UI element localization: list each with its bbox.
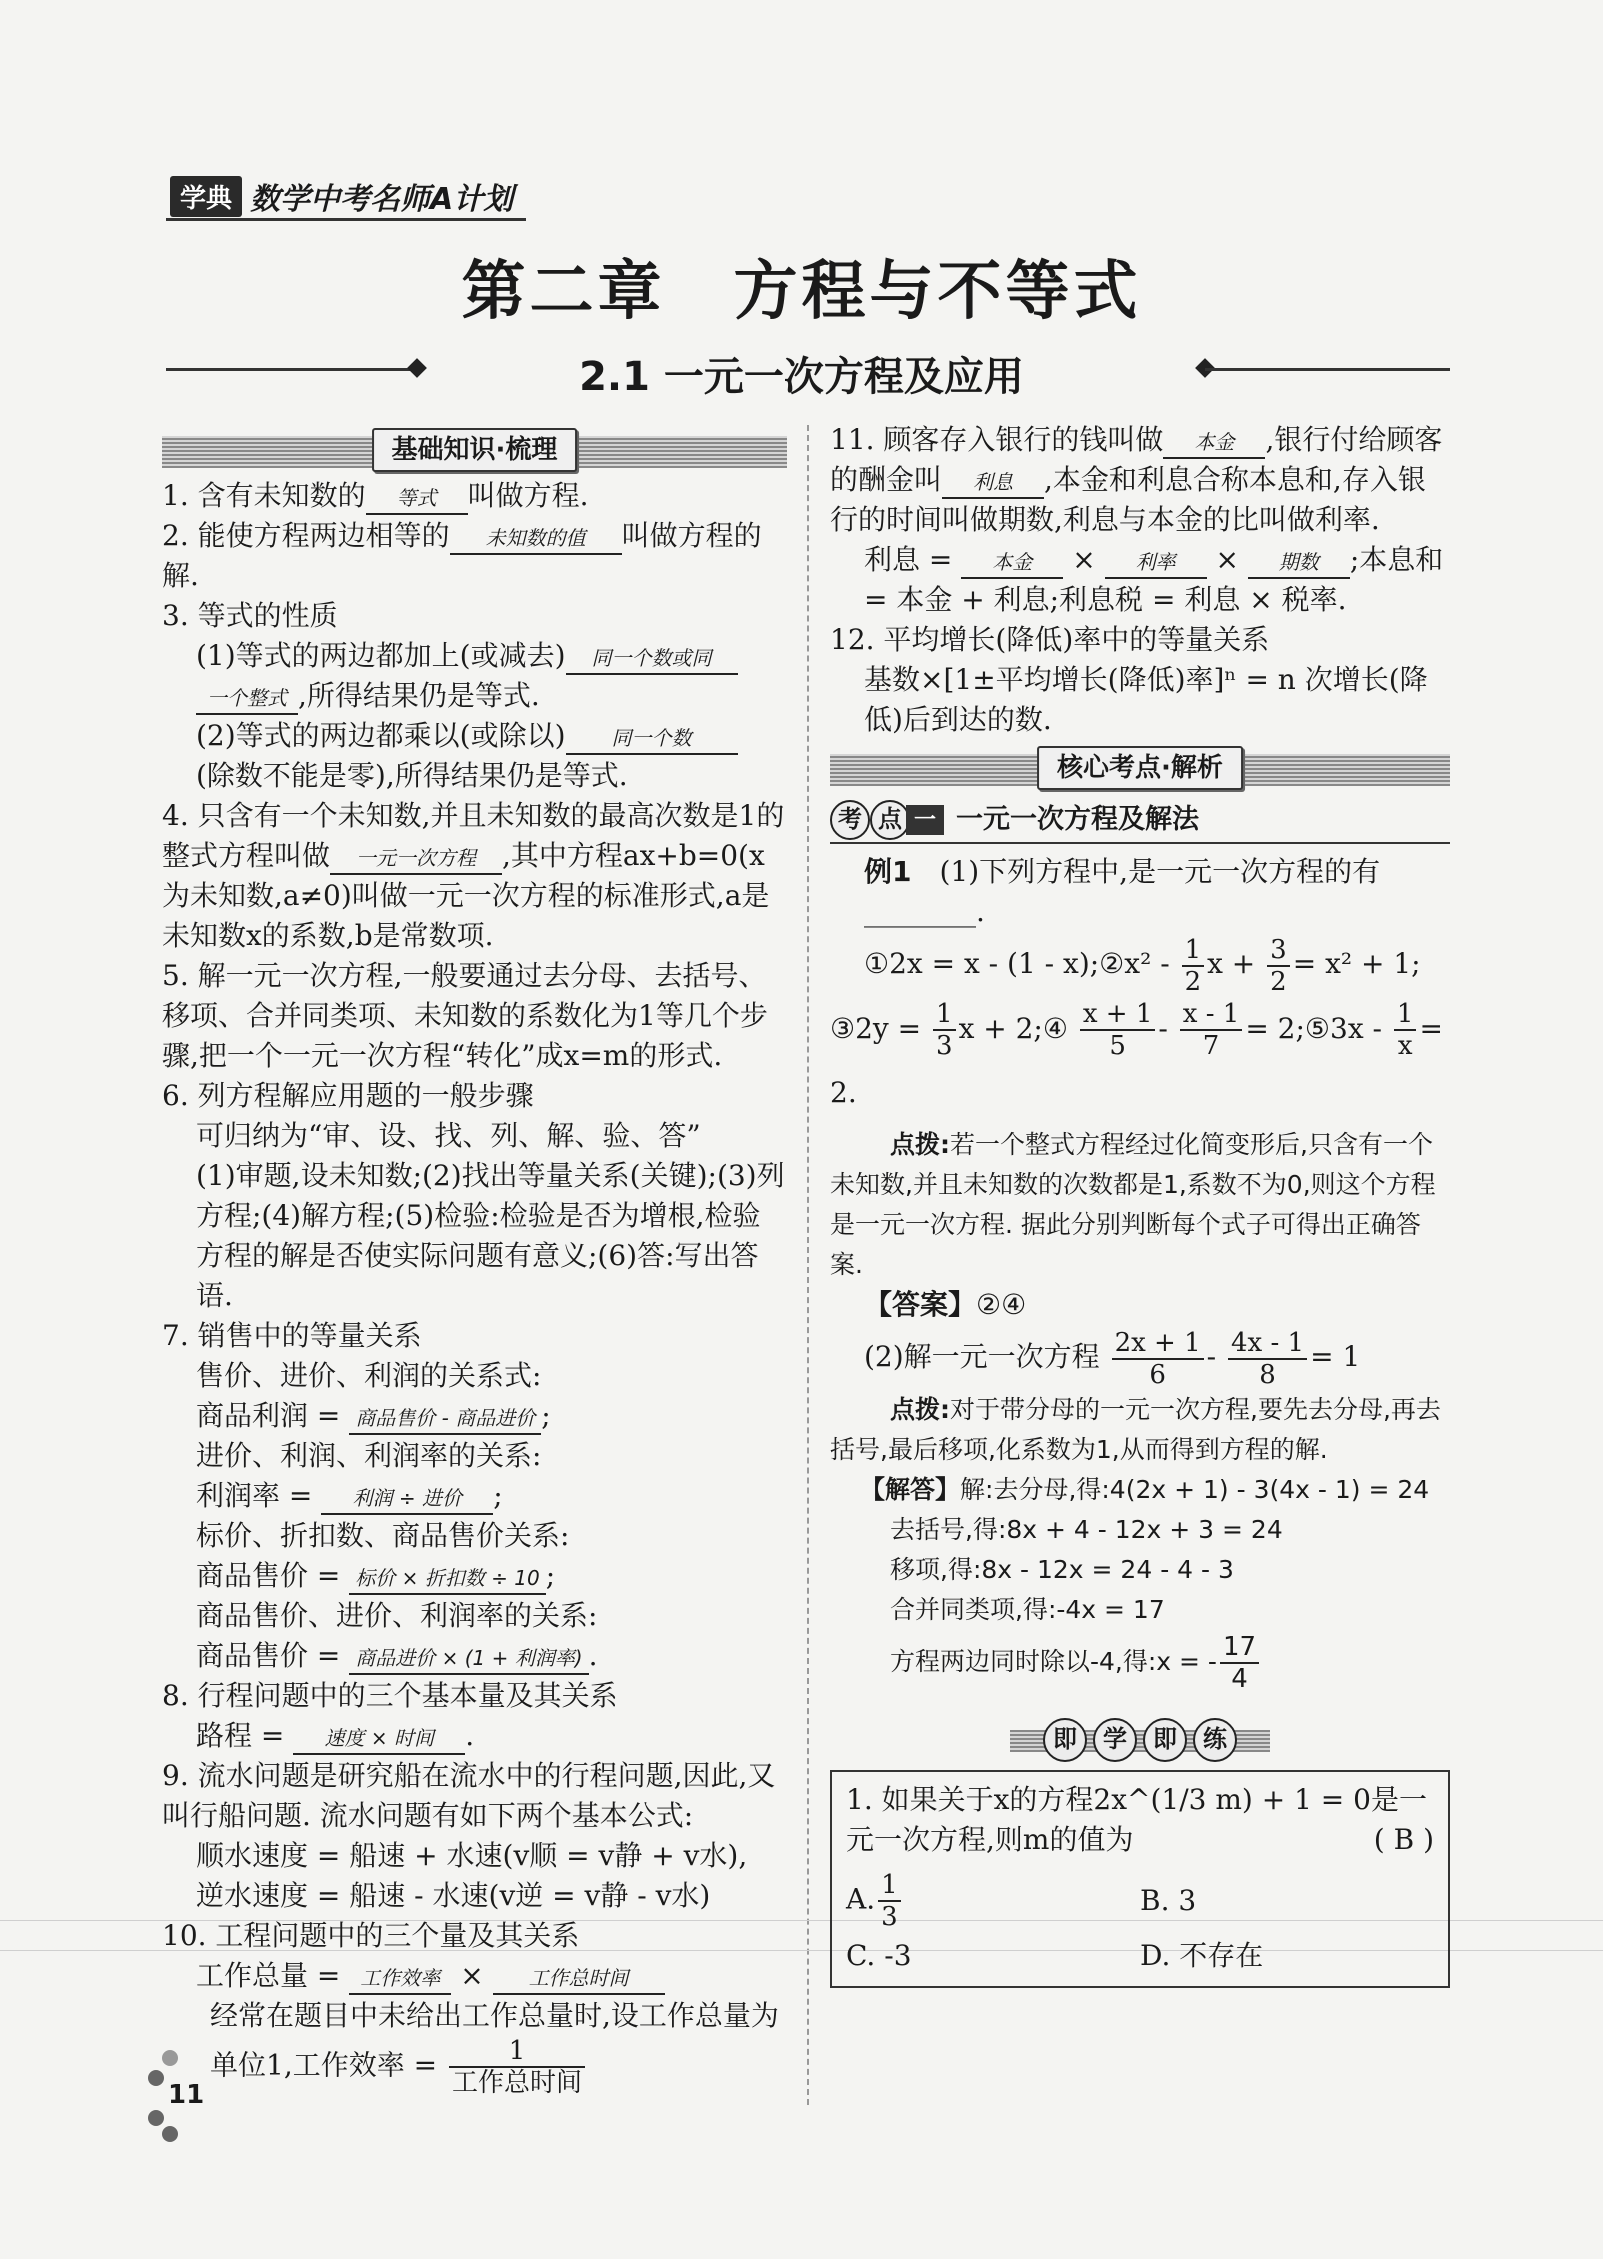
option-d: D. 不存在 (1140, 1938, 1264, 1972)
basics-header (162, 436, 787, 468)
brand-underline (166, 218, 526, 221)
item-7-title: 7. 销售中的等量关系 (162, 1319, 422, 1352)
item-8-title: 8. 行程问题中的三个基本量及其关系 (162, 1679, 618, 1712)
practice-box (830, 1770, 1450, 1988)
item-3a: (1)等式的两边都加上(或减去) 同一个数或同 一个整式 ,所得结果仍是等式. (162, 636, 787, 716)
item-7d: 利润率 = 利润 ÷ 进价 ; (162, 1476, 787, 1516)
solution-step-3: 移项,得:8x - 12x = 24 - 4 - 3 (890, 1554, 1234, 1584)
item-6-title: 6. 列方程解应用题的一般步骤 (162, 1079, 534, 1112)
practice-question: 1. 如果关于x的方程2x^(1/3 m) + 1 = 0是一元一次方程,则m的值为 ( B ) (846, 1780, 1434, 1860)
answer-1: 【答案】②④ (864, 1288, 1027, 1321)
item-11-formula: 利息 = 本金 × 利率 × 期数 ;本息和 = 本金 + 利息;利息税 = 利息 × 税率. (864, 543, 1444, 616)
section-title: 2.1 一元一次方程及应用 (579, 354, 1024, 400)
item-3-title: 3. 等式的性质 (162, 599, 338, 632)
core-header (830, 754, 1450, 786)
example-1: 例1 (1)下列方程中,是一元一次方程的有________. (864, 855, 1381, 928)
practice-banner: 即 学 即 练 (830, 1718, 1450, 1762)
right-column (830, 420, 1450, 1988)
item-7e: 标价、折扣数、商品售价关系: (196, 1519, 570, 1552)
column-divider (807, 425, 809, 2105)
brand-text: 数学中考名师A计划 (250, 182, 514, 217)
practice-answer: ( B ) (1373, 1822, 1434, 1856)
solution: 【解答】解:去分母,得:4(2x + 1) - 3(4x - 1) = 24 (860, 1474, 1430, 1504)
brand-header (170, 174, 513, 218)
kaodian-badge: 考 点 一 (830, 800, 944, 840)
option-b: B. 3 (1140, 1883, 1197, 1917)
item-6a: 可归纳为“审、设、找、列、解、验、答” (196, 1119, 701, 1152)
item-9b: 逆水速度 = 船速 - 水速(v逆 = v静 - v水) (196, 1879, 711, 1912)
left-column (162, 430, 787, 2098)
item-10b: 经常在题目中未给出工作总量时,设工作总量为单位1,工作效率 = $\frac{1}{\text{工作总时间}}$ (210, 1999, 779, 2098)
item-7a: 售价、进价、利润的关系式: (196, 1359, 542, 1392)
basics-header-label: 基础知识·梳理 (372, 428, 578, 472)
work-rate-fraction: $\frac{1}{\text{工作总时间}}$ (449, 2036, 585, 2098)
kaodian-title: 一元一次方程及解法 (956, 804, 1200, 835)
solution-step-5: 方程两边同时除以-4,得:x = - $\frac{17}{4}$ (830, 1630, 1450, 1694)
item-4: 4. 只含有一个未知数,并且未知数的最高次数是1的整式方程叫做 一元一次方程 ,其中方程ax+b=0(x为未知数,a≠0)叫做一元一次方程的标准形式,a是未知数x的系数,b是常数项. (162, 799, 785, 952)
item-7h: 商品售价 = 商品进价 × (1 + 利润率) . (162, 1636, 787, 1676)
section-rule-right (1205, 368, 1450, 371)
option-a: A. $\frac{1}{3}$ (846, 1870, 1140, 1932)
item-7f: 商品售价 = 标价 × 折扣数 ÷ 10 ; (162, 1556, 787, 1596)
item-7c: 进价、利润、利润率的关系: (196, 1439, 542, 1472)
item-11: 11. 顾客存入银行的钱叫做 本金 ,银行付给顾客的酬金叫 利息 ,本金和利息合称本息和,存入银行的时间叫做期数,利息与本金的比叫做利率. (830, 423, 1443, 536)
item-8: 路程 = 速度 × 时间 . (162, 1716, 787, 1756)
item-7b: 商品利润 = 商品售价 - 商品进价 ; (162, 1396, 787, 1436)
example-1-eq-b: ③2y = $\frac{1}{3}$ x + 2;④ $\frac{x + 1}{5}$ - $\frac{x - 1}{7}$ = 2;⑤3x - $\frac{1}{x}$ = 2. (830, 999, 1443, 1109)
item-7g: 商品售价、进价、利润率的关系: (196, 1599, 598, 1632)
core-header-label: 核心考点·解析 (1037, 746, 1243, 790)
item-12: 基数×[1±平均增长(降低)率]ⁿ = n 次增长(降低)后到达的数. (864, 663, 1428, 736)
hint-2: 点拨:对于带分母的一元一次方程,要先去分母,再去括号,最后移项,化系数为1,从而得到方程的解. (830, 1394, 1441, 1464)
item-9: 9. 流水问题是研究船在流水中的行程问题,因此,又叫行船问题. 流水问题有如下两个基本公式: (162, 1759, 776, 1832)
item-3b: (2)等式的两边都乘以(或除以) 同一个数 (除数不能是零),所得结果仍是等式. (162, 716, 787, 796)
solution-step-4: 合并同类项,得:-4x = 17 (890, 1594, 1165, 1624)
practice-options (846, 1870, 1434, 1976)
example-1-eq-a: ①2x = x - (1 - x);②x² - $\frac{1}{2}$ x + $\frac{3}{2}$ = x² + 1; (864, 934, 1421, 997)
item-10-title: 10. 工程问题中的三个量及其关系 (162, 1919, 580, 1952)
kaodian-heading (830, 800, 1450, 844)
item-10a: 工作总量 = 工作效率 × 工作总时间 (162, 1956, 787, 1996)
item-1: 1. 含有未知数的 等式 叫做方程. (162, 476, 787, 516)
hint-1: 点拨:若一个整式方程经过化简变形后,只含有一个未知数,并且未知数的次数都是1,系数不为0,则这个方程是一元一次方程. 据此分别判断每个式子可得出正确答案. (830, 1130, 1436, 1279)
item-5: 5. 解一元一次方程,一般要通过去分母、去括号、移项、合并同类项、未知数的系数化为1等几个步骤,把一个一元一次方程“转化”成x=m的形式. (162, 959, 768, 1072)
chapter-title: 第二章 方程与不等式 (461, 255, 1142, 329)
item-2: 2. 能使方程两边相等的 未知数的值 叫做方程的解. (162, 519, 762, 592)
item-6b: (1)审题,设未知数;(2)找出等量关系(关键);(3)列方程;(4)解方程;(5)检验:检验是否为增根,检验方程的解是否使实际问题有意义;(6)答:写出答语. (196, 1159, 785, 1312)
page-number: 11 (168, 2080, 205, 2110)
example-2: (2)解一元一次方程 $\frac{2x + 1}{6}$ - $\frac{4x - 1}{8}$ = 1 (864, 1327, 1361, 1390)
item-12-title: 12. 平均增长(降低)率中的等量关系 (830, 623, 1270, 656)
item-9a: 顺水速度 = 船速 + 水速(v顺 = v静 + v水), (196, 1839, 748, 1872)
solution-step-2: 去括号,得:8x + 4 - 12x + 3 = 24 (890, 1514, 1283, 1544)
brand-badge: 学典 (170, 176, 242, 217)
option-c: C. -3 (846, 1938, 912, 1972)
